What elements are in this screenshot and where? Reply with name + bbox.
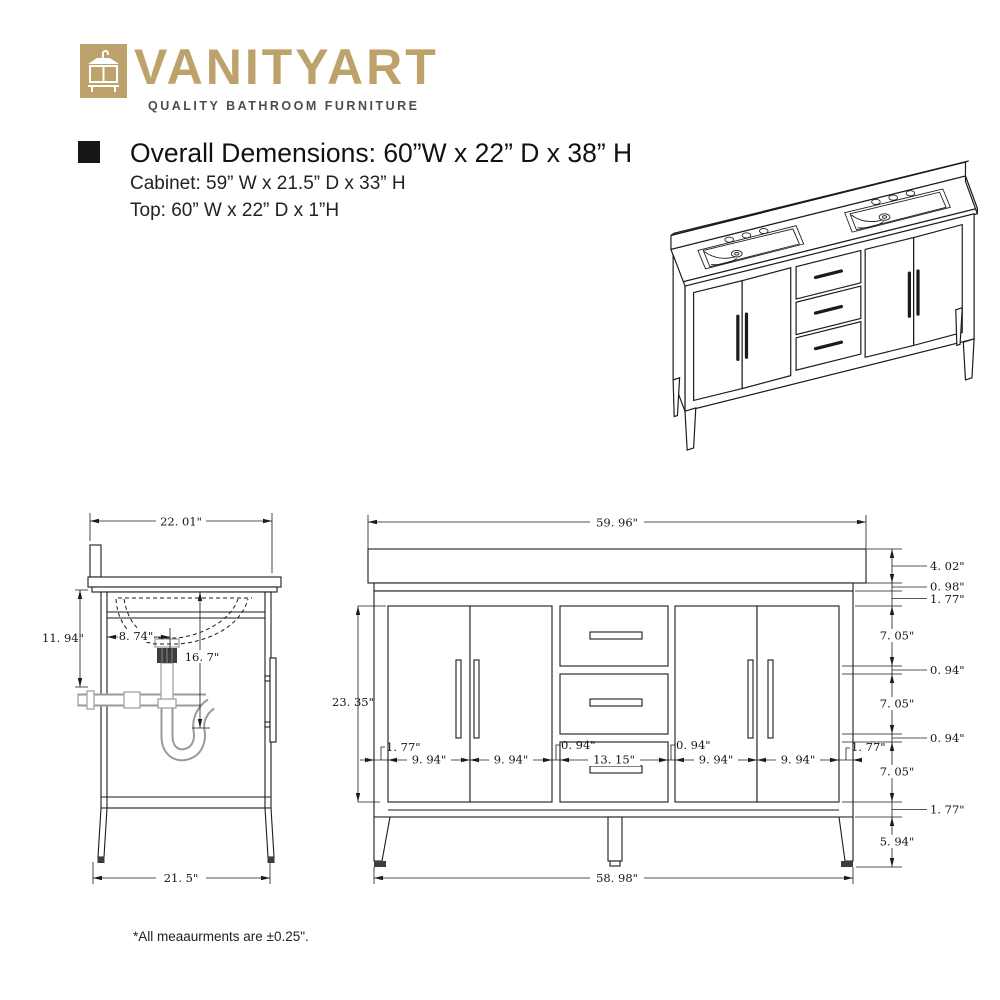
front-dim-right-stack <box>842 549 965 867</box>
dim-label-side-drain-depth: 16. 7" <box>184 650 220 664</box>
dim-label-door2-width: 9. 94" <box>493 752 529 767</box>
bullet-square <box>78 141 100 163</box>
dim-label-side-height-left: 11. 94" <box>42 631 84 645</box>
dim-label-side-drain-offset: 8. 74" <box>118 629 154 643</box>
dim-label-drawer3-height: 7. 05" <box>879 764 915 779</box>
cabinet-dimensions-text: Cabinet: 59” W x 21.5” D x 33” H <box>130 173 406 194</box>
front-legs <box>374 817 853 867</box>
side-dim-width-bottom <box>93 862 270 885</box>
isometric-view-drawing <box>618 107 985 463</box>
front-dim-width-bottom <box>374 867 853 885</box>
top-dimensions-text: Top: 60” W x 22” D x 1”H <box>130 200 340 221</box>
front-dim-width-top <box>368 515 866 549</box>
dim-label-drawer1-height: 7. 05" <box>879 628 915 643</box>
brand-name: VANITYART <box>134 39 439 95</box>
dim-label-side-width-top: 22. 01" <box>160 514 202 529</box>
side-dim-height-left <box>42 590 88 687</box>
dim-label-stile-left: 1. 77" <box>386 740 421 754</box>
dim-label-door1-width: 9. 94" <box>411 752 447 767</box>
dim-label-front-width-top: 59. 96" <box>596 515 638 530</box>
front-view-drawing <box>330 498 1000 918</box>
dim-label-stile-right: 1. 77" <box>851 740 886 754</box>
tolerance-footnote: *All meaaurments are ±0.25". <box>133 929 309 944</box>
dim-label-leg-height: 5. 94" <box>879 834 915 849</box>
dim-label-gap1: 0. 94" <box>930 663 965 677</box>
dim-label-gap2: 0. 94" <box>930 731 965 745</box>
overall-dimensions-text: Overall Demensions: 60”W x 22” D x 38” H <box>130 138 633 168</box>
side-legs <box>98 808 275 863</box>
side-structure <box>88 545 281 808</box>
dim-label-top-height: 4. 02" <box>930 559 965 573</box>
dim-label-door3-width: 9. 94" <box>698 752 734 767</box>
dim-label-drawer-width: 13. 15" <box>593 752 635 767</box>
front-structure <box>368 549 866 817</box>
vanity-cabinet-icon <box>80 44 127 98</box>
side-dim-width-top <box>90 513 272 573</box>
dim-label-drawer2-height: 7. 05" <box>879 696 915 711</box>
dim-label-rail-height: 1. 77" <box>930 592 965 606</box>
side-view-drawing <box>40 500 340 920</box>
brand-tagline: QUALITY BATHROOM FURNITURE <box>148 99 420 113</box>
dim-label-stile-mid-right: 0. 94" <box>676 738 711 752</box>
dim-label-door4-width: 9. 94" <box>780 752 816 767</box>
dim-label-front-width-bottom: 58. 98" <box>596 871 638 885</box>
dim-label-front-height-left: 23. 35" <box>332 695 374 709</box>
dim-label-counter-lip: 0. 98" <box>930 579 965 594</box>
dim-label-side-width-bottom: 21. 5" <box>163 871 199 885</box>
dim-label-stile-mid-left: 0. 94" <box>561 738 596 752</box>
dim-label-bottom-rail: 1. 77" <box>930 802 965 817</box>
